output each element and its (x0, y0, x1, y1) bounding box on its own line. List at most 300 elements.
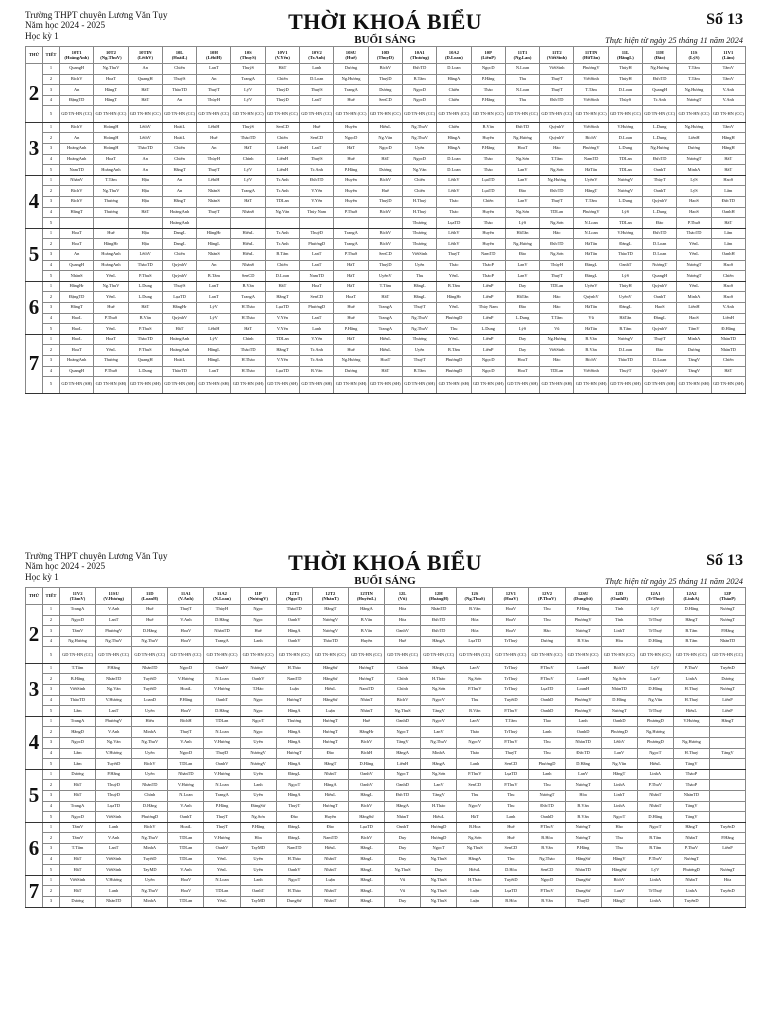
teacher-cell: V.Hương (673, 716, 709, 727)
teacher-cell: ThuýT (197, 85, 231, 96)
teacher-cell: HàTân (574, 239, 608, 250)
class-column-header (709, 588, 745, 605)
teacher-cell: Hậu (128, 186, 162, 197)
teacher-cell: TăngV (673, 759, 709, 770)
teacher-cell: P.Hằng (334, 324, 368, 335)
teacher-cell: ThuýT (168, 605, 204, 616)
teacher-cell: LýS (608, 271, 642, 282)
teacher-cell: NhànTD (132, 663, 168, 674)
teacher-cell: Tính (601, 605, 637, 616)
period-number: 2 (43, 292, 60, 303)
teacher-cell: Chiến (162, 154, 196, 165)
teacher-cell: HằngT (94, 95, 128, 106)
teacher-cell: Duy (384, 896, 420, 907)
teacher-cell: HoàngAnh (60, 355, 94, 366)
teacher-cell: QuỳnhV (643, 366, 677, 377)
teacher-cell: HàT (162, 324, 196, 335)
homeroom-teacher: (NgọcT) (286, 596, 303, 601)
teacher-cell: NhânT (312, 854, 348, 865)
class-column-header (574, 47, 608, 64)
teacher-cell: Đào (505, 186, 539, 197)
period-number: 5 (43, 271, 60, 282)
class-column-header (643, 47, 677, 64)
teacher-cell: ĐứcTD (540, 95, 574, 106)
teacher-cell: GD TN-HN (CC) (312, 647, 348, 664)
teacher-cell: Hòa (457, 626, 493, 637)
teacher-cell: Dương (334, 366, 368, 377)
teacher-cell: HằngT (574, 186, 608, 197)
class-column-header (240, 588, 276, 605)
teacher-cell: LanT (96, 843, 132, 854)
homeroom-teacher: (Huế) (345, 55, 357, 60)
teacher-cell: LanT (300, 260, 334, 271)
teacher-cell: An (60, 250, 94, 261)
teacher-cell: N.Loan (204, 780, 240, 791)
teacher-cell: ThuýD (96, 791, 132, 802)
teacher-cell: NhànV (60, 175, 94, 186)
teacher-cell: Thảo (437, 260, 471, 271)
teacher-cell: L.Dung (505, 313, 539, 324)
teacher-cell: ThuýT (402, 302, 436, 313)
teacher-cell: B.Tâm (265, 250, 299, 261)
teacher-cell: LụaTD (457, 636, 493, 647)
teacher-cell: UyênV (574, 175, 608, 186)
teacher-cell: Chiến (711, 271, 745, 282)
teacher-cell: GD TN-HN (CC) (493, 647, 529, 664)
teacher-cell: LiênH (265, 165, 299, 176)
teacher-cell: B.Vân (529, 896, 565, 907)
teacher-cell: Ng.ThuS (421, 854, 457, 865)
class-column-header (540, 47, 574, 64)
teacher-cell: B.Hoa (457, 822, 493, 833)
teacher-cell: B.Tâm (673, 626, 709, 637)
teacher-cell: Thu (529, 748, 565, 759)
teacher-cell: LụaTD (493, 769, 529, 780)
teacher-cell: HàT (231, 144, 265, 155)
teacher-cell: HằngL (197, 355, 231, 366)
teacher-cell: HằngT (60, 302, 94, 313)
period-number: 1 (43, 228, 60, 239)
teacher-cell: An (128, 64, 162, 75)
period-row (26, 833, 746, 844)
teacher-cell: BíchV (368, 64, 402, 75)
teacher-cell: LiênP (471, 334, 505, 345)
teacher-cell: Dương (60, 896, 96, 907)
period-number: 4 (43, 695, 60, 706)
teacher-cell: TâmV (711, 74, 745, 85)
teacher-cell: BíchV (348, 801, 384, 812)
period-row (26, 605, 746, 616)
teacher-cell: HaoS (643, 302, 677, 313)
teacher-cell: Ng.ThuS (421, 896, 457, 907)
teacher-cell: HằngT (709, 716, 745, 727)
teacher-cell: ViếtSinh (96, 865, 132, 876)
teacher-cell: GD TN-HN (CC) (384, 647, 420, 664)
teacher-cell: Thủy Nam (471, 302, 505, 313)
teacher-cell: H.Thảo (276, 886, 312, 897)
period-row (26, 615, 746, 626)
teacher-cell: LýS (677, 186, 711, 197)
teacher-cell: OanhV (276, 615, 312, 626)
teacher-cell: BíchH (168, 716, 204, 727)
period-row (26, 106, 746, 123)
teacher-cell: HoàngAnh (94, 250, 128, 261)
class-column-header (265, 47, 299, 64)
teacher-cell: ThủyH (204, 605, 240, 616)
semester: Học kỳ 1 (25, 571, 59, 582)
teacher-cell (709, 759, 745, 770)
teacher-cell: GD TN-HN (CC) (368, 106, 402, 123)
period-number: 2 (43, 133, 60, 144)
teacher-cell: Thảo (437, 207, 471, 218)
teacher-cell: GD TN-HN (CC) (162, 106, 196, 123)
teacher-cell: LoanD (132, 695, 168, 706)
teacher-cell: V.Hương (204, 833, 240, 844)
teacher-cell: NhànTD (709, 636, 745, 647)
teacher-cell: TuyếtD (132, 854, 168, 865)
homeroom-teacher: (OanhD) (610, 596, 628, 601)
teacher-cell: TuyếtD (96, 759, 132, 770)
teacher-cell (94, 218, 128, 229)
teacher-cell: HằngA (276, 626, 312, 637)
class-name: 10L (175, 49, 184, 55)
teacher-cell: TâmV (711, 64, 745, 75)
teacher-cell: Huế (348, 716, 384, 727)
teacher-cell: OanhT (168, 812, 204, 823)
teacher-cell: HằngSử (601, 865, 637, 876)
teacher-cell: N.Loan (204, 727, 240, 738)
teacher-cell: LanT (96, 615, 132, 626)
period-number: 2 (43, 674, 60, 685)
teacher-cell: ĐứcTD (529, 801, 565, 812)
teacher-cell: PhươngV (574, 207, 608, 218)
teacher-cell: ViếtSinh (574, 95, 608, 106)
teacher-cell: Chính (384, 685, 420, 696)
period-number: 2 (43, 727, 60, 738)
homeroom-teacher: (HuyềnL) (356, 596, 376, 601)
period-row (26, 685, 746, 696)
teacher-cell: HoaT (60, 228, 94, 239)
teacher-cell: Tr.Anh (300, 165, 334, 176)
teacher-cell: HaoS (677, 313, 711, 324)
teacher-cell: ThàoTD (162, 85, 196, 96)
teacher-cell: Chiến (265, 260, 299, 271)
teacher-cell: Thương (402, 228, 436, 239)
teacher-cell: GD TN-HN (CC) (643, 106, 677, 123)
teacher-cell: GD TN-HN (CC) (128, 106, 162, 123)
teacher-cell: LanV (601, 886, 637, 897)
teacher-cell: NamTD (348, 685, 384, 696)
teacher-cell: ViếtSinh (574, 366, 608, 377)
teacher-cell: OanhV (240, 674, 276, 685)
teacher-cell: Chính (132, 791, 168, 802)
teacher-cell: NgọcD (529, 875, 565, 886)
teacher-cell: H.Thuỷ (673, 685, 709, 696)
homeroom-teacher: (TrThuý) (646, 596, 665, 601)
teacher-cell: NươngT (709, 615, 745, 626)
teacher-cell: QuỳnhV (162, 260, 196, 271)
teacher-cell: HoaT (505, 144, 539, 155)
teacher-cell: NhànTD (565, 738, 601, 749)
teacher-cell: HoaiL (168, 685, 204, 696)
teacher-cell: HằngA (348, 605, 384, 616)
teacher-cell: LụaTD (265, 366, 299, 377)
teacher-cell: HằngL (348, 875, 384, 886)
period-row (26, 144, 746, 155)
teacher-cell: BíchV (368, 228, 402, 239)
teacher-cell: LụaTD (437, 218, 471, 229)
teacher-cell: Ng.Hương (643, 64, 677, 75)
teacher-cell: LýV (231, 85, 265, 96)
teacher-cell: NhànTD (96, 674, 132, 685)
period-row (26, 186, 746, 197)
teacher-cell: LụaTD (471, 186, 505, 197)
teacher-cell: HằngA (437, 133, 471, 144)
period-row (26, 780, 746, 791)
teacher-cell: NhânT (637, 791, 673, 802)
teacher-cell: Vũ (384, 886, 420, 897)
day-label: 7 (26, 334, 43, 393)
teacher-cell: LanT (197, 366, 231, 377)
teacher-cell: HaoS (677, 197, 711, 208)
teacher-cell: Thu (529, 780, 565, 791)
teacher-cell: DangL (162, 239, 196, 250)
period-row (26, 822, 746, 833)
teacher-cell: LoanH (565, 663, 601, 674)
teacher-cell: LanV (601, 748, 637, 759)
teacher-cell: LanT (197, 292, 231, 303)
period-row (26, 663, 746, 674)
teacher-cell (709, 854, 745, 865)
teacher-cell: BíchV (348, 833, 384, 844)
period-row (26, 854, 746, 865)
teacher-cell: D.Hằng (348, 759, 384, 770)
teacher-cell: P.Hằng (565, 843, 601, 854)
teacher-cell: MinhA (677, 334, 711, 345)
sheet-header (25, 551, 745, 587)
teacher-cell: TrThuý (493, 727, 529, 738)
teacher-cell: Ng.Sơn (457, 674, 493, 685)
teacher-cell: MinhA (421, 748, 457, 759)
teacher-cell: HằngH (711, 144, 745, 155)
teacher-cell: Uyên (402, 260, 436, 271)
teacher-cell: GD TN-HN (CC) (300, 106, 334, 123)
teacher-cell: HoaT (60, 345, 94, 356)
teacher-cell: BíchH (348, 748, 384, 759)
teacher-cell: GD TN-HN (CC) (168, 647, 204, 664)
teacher-cell: NgọcD (334, 133, 368, 144)
teacher-cell: V.Anh (168, 865, 204, 876)
teacher-cell: LiênP (709, 843, 745, 854)
teacher-cell: ThủyH (608, 64, 642, 75)
teacher-cell: NhânT (312, 886, 348, 897)
period-row (26, 626, 746, 637)
period-number: 2 (43, 239, 60, 250)
teacher-cell: HươngT (348, 674, 384, 685)
teacher-cell: TDLan (204, 716, 240, 727)
teacher-cell: N.Loan (505, 64, 539, 75)
teacher-cell: Tr.Anh (265, 228, 299, 239)
teacher-cell: BíchV (60, 122, 94, 133)
teacher-cell: ViếtSinh (574, 74, 608, 85)
teacher-cell: OanhD (565, 727, 601, 738)
teacher-cell: NgọcD (60, 615, 96, 626)
teacher-cell: HoàiL (162, 133, 196, 144)
effective-date: Thực hiện từ ngày 25 tháng 11 năm 2024 (605, 36, 743, 45)
teacher-cell: HằngA (437, 74, 471, 85)
teacher-cell: P.Hằng (565, 605, 601, 616)
teacher-cell: ĐặngTD (60, 292, 94, 303)
teacher-cell (128, 218, 162, 229)
teacher-cell: ThuýS (162, 281, 196, 292)
teacher-cell: ĐứcTD (421, 626, 457, 637)
teacher-cell: TrThuý (637, 706, 673, 717)
teacher-cell (197, 218, 231, 229)
class-name: 12P (723, 590, 732, 596)
period-row (26, 302, 746, 313)
teacher-cell: Dương (368, 85, 402, 96)
teacher-cell: ThảoP (673, 769, 709, 780)
teacher-cell: SenCD (300, 292, 334, 303)
teacher-cell: Luận (457, 886, 493, 897)
teacher-cell: Ng.ThuV (132, 738, 168, 749)
teacher-cell: ThuýT (540, 197, 574, 208)
teacher-cell: LiênP (709, 695, 745, 706)
teacher-cell: NhànS (231, 207, 265, 218)
teacher-cell: NhànS (197, 250, 231, 261)
day-label: 7 (26, 875, 43, 907)
teacher-cell: Chiến (162, 64, 196, 75)
class-column-header (60, 47, 94, 64)
teacher-cell: Ng.ThuS (457, 843, 493, 854)
teacher-cell: NươngV (608, 334, 642, 345)
teacher-cell: ThảoP (471, 271, 505, 282)
teacher-cell: NhànTD (96, 896, 132, 907)
teacher-cell: GD TN-HN (CC) (711, 106, 745, 123)
teacher-cell: Ng.ThuV (421, 738, 457, 749)
class-name: 11L (621, 49, 630, 55)
teacher-cell: NgọcT (421, 843, 457, 854)
class-column-header (601, 588, 637, 605)
teacher-cell (709, 738, 745, 749)
homeroom-teacher: (LoanH) (141, 596, 159, 601)
teacher-cell: Ng.Sơn (540, 165, 574, 176)
teacher-cell: LanT (300, 95, 334, 106)
teacher-cell: PhươngD (437, 366, 471, 377)
teacher-cell: HoaT (505, 355, 539, 366)
teacher-cell: Lanh (457, 759, 493, 770)
teacher-cell: Thu (601, 843, 637, 854)
teacher-cell: UyênV (368, 271, 402, 282)
teacher-cell: LýS (608, 207, 642, 218)
teacher-cell: Ng.Hương (60, 636, 96, 647)
teacher-cell: YênL (204, 865, 240, 876)
period-row (26, 239, 746, 250)
class-column-header (128, 47, 162, 64)
period-number: 1 (43, 605, 60, 616)
teacher-cell: ĐứcTD (300, 175, 334, 186)
teacher-cell: Lanh (240, 636, 276, 647)
homeroom-teacher: (DungSử) (573, 596, 593, 601)
teacher-cell: Thu (493, 854, 529, 865)
teacher-cell: V.Yến (300, 197, 334, 208)
teacher-cell: GD TN-HN (SH) (300, 377, 334, 394)
teacher-cell: BíchV (368, 175, 402, 186)
teacher-cell: Ng.Văn (265, 207, 299, 218)
period-number: 4 (43, 95, 60, 106)
teacher-cell: ĐứcTD (402, 64, 436, 75)
teacher-cell: LiênH (265, 154, 299, 165)
period-number: 3 (43, 85, 60, 96)
teacher-cell: HươngT (276, 748, 312, 759)
teacher-cell: Ng.Sơn (505, 154, 539, 165)
teacher-cell: TDLan (265, 334, 299, 345)
period-number: 3 (43, 896, 60, 907)
teacher-cell: NhànTD (132, 780, 168, 791)
teacher-cell: B.Tâm (402, 74, 436, 85)
teacher-cell: ThủyT (643, 175, 677, 186)
teacher-cell (673, 727, 709, 738)
class-name: 10T1 (71, 49, 82, 55)
class-column-header (60, 588, 96, 605)
teacher-cell: TrangA (334, 239, 368, 250)
teacher-cell: Huế (368, 186, 402, 197)
teacher-cell: NgọcT (384, 769, 420, 780)
teacher-cell: T.Tâm (60, 663, 96, 674)
day-label: 5 (26, 769, 43, 822)
teacher-cell: P.ThuS (128, 271, 162, 282)
teacher-cell: Tính (601, 615, 637, 626)
teacher-cell: B.Văn (565, 801, 601, 812)
teacher-cell (709, 727, 745, 738)
teacher-cell: P.ThuV (457, 685, 493, 696)
teacher-cell: H.Thảo (231, 366, 265, 377)
teacher-cell: Huế (132, 605, 168, 616)
teacher-cell: LanV (505, 165, 539, 176)
class-name: 12A2 (686, 590, 697, 596)
period-number: 4 (43, 313, 60, 324)
class-name: 10SU (345, 49, 357, 55)
teacher-cell: TayMD (132, 865, 168, 876)
teacher-cell: TâmV (60, 833, 96, 844)
teacher-cell: HằngHr (162, 302, 196, 313)
period-number: 4 (43, 260, 60, 271)
teacher-cell: GD TN-HN (CC) (231, 106, 265, 123)
teacher-cell: Hậu (128, 175, 162, 186)
teacher-cell: H.Thảo (421, 674, 457, 685)
teacher-cell: OanhV (276, 865, 312, 876)
teacher-cell: OanhT (643, 165, 677, 176)
teacher-cell: Chiến (437, 95, 471, 106)
teacher-cell: Lanh (300, 64, 334, 75)
teacher-cell: GD TN-HN (CC) (421, 647, 457, 664)
teacher-cell: Tr.Anh (643, 95, 677, 106)
teacher-cell: Hòa (384, 605, 420, 616)
teacher-cell: LiênH (677, 302, 711, 313)
teacher-cell: ĐàngL (276, 822, 312, 833)
period-number: 4 (43, 366, 60, 377)
teacher-cell: LụaTD (265, 302, 299, 313)
teacher-cell: Thảo (471, 165, 505, 176)
teacher-cell: Dương (60, 769, 96, 780)
teacher-cell: ThảoP (673, 780, 709, 791)
teacher-cell: Huế (334, 345, 368, 356)
teacher-cell (709, 780, 745, 791)
teacher-cell: Huế (334, 154, 368, 165)
teacher-cell: GD TN-HN (CC) (204, 647, 240, 664)
teacher-cell: D.Hằng (565, 759, 601, 770)
teacher-cell: ThuýD (265, 95, 299, 106)
